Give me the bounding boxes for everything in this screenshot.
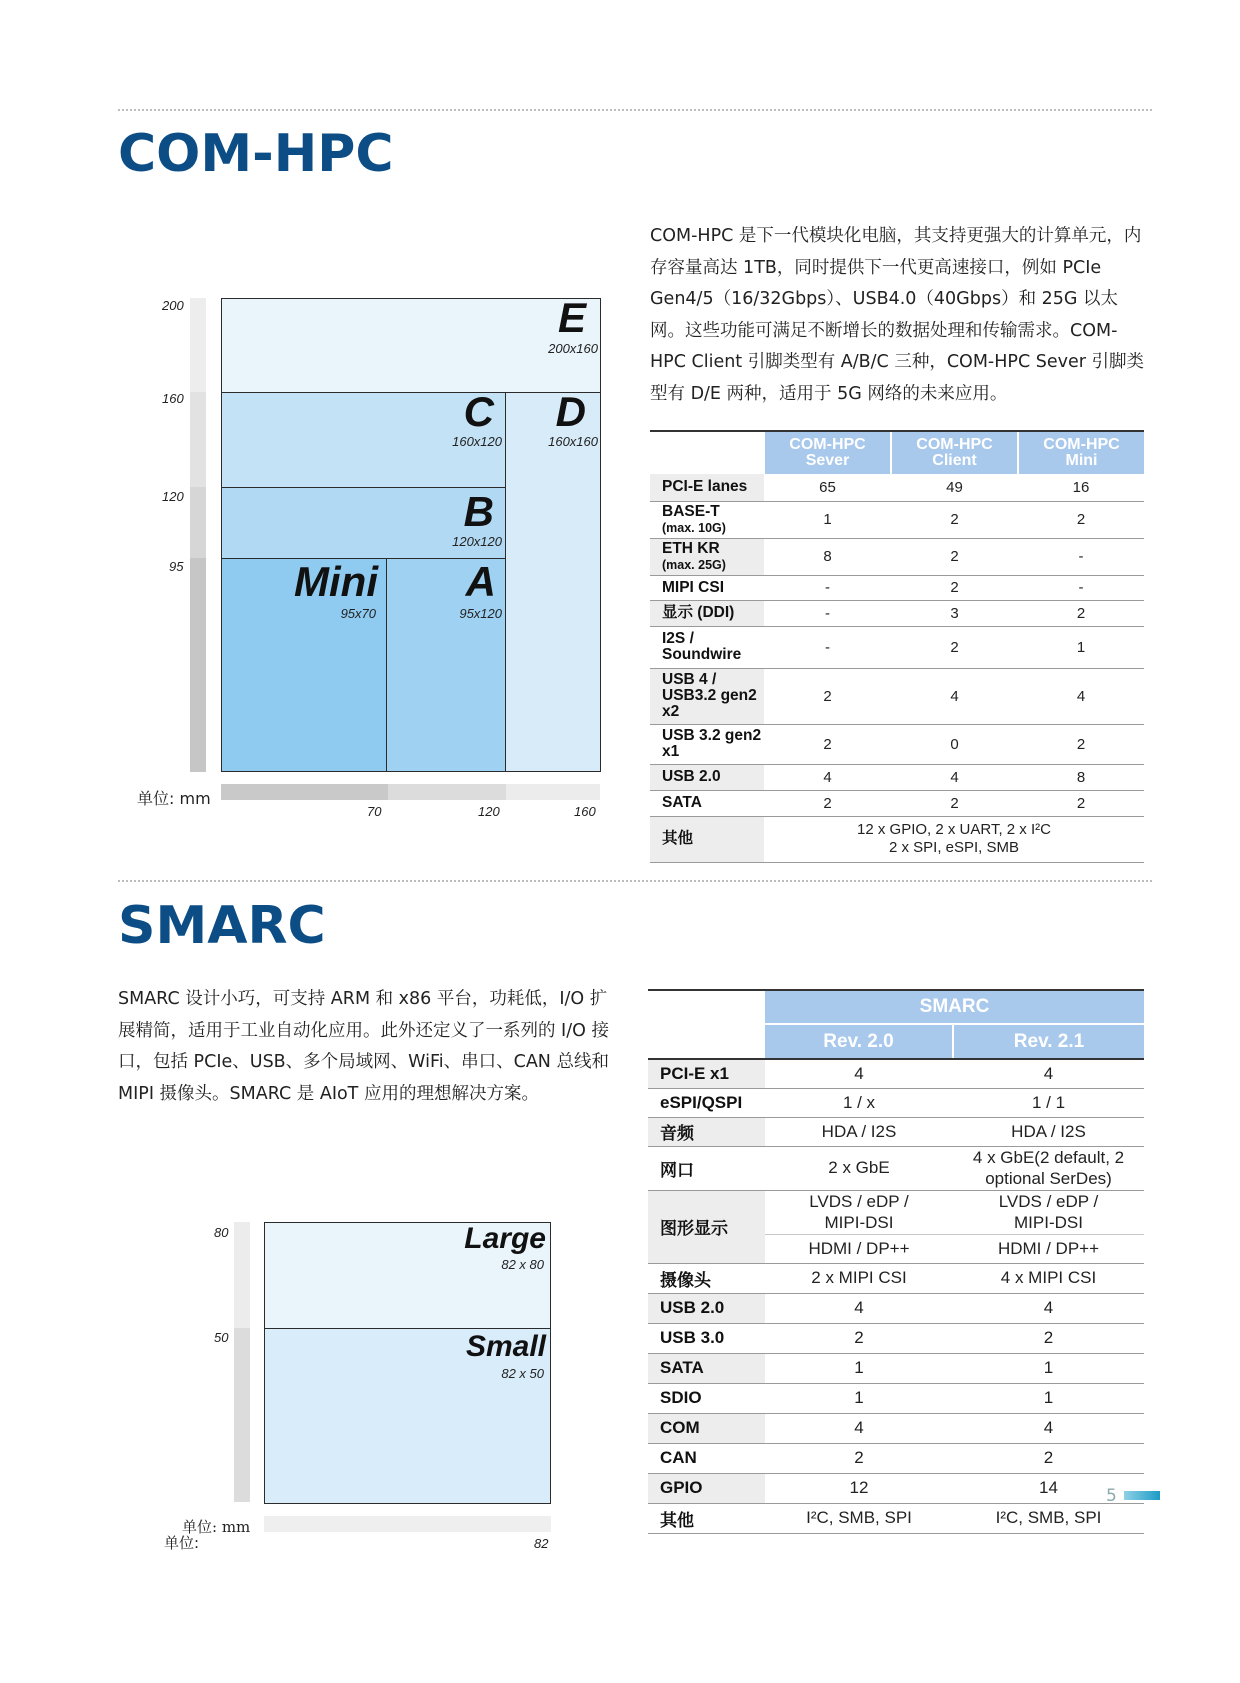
table-cell: 4 [891, 764, 1018, 790]
table-cell: 2 [764, 724, 891, 764]
x-scale-bar [264, 1516, 551, 1532]
column-header-line: COM-HPC [916, 436, 993, 453]
module-b-label: B [463, 488, 494, 535]
row-label: eSPI/QSPI [648, 1088, 765, 1117]
table-cell: I²C, SMB, SPI [953, 1503, 1144, 1533]
row-label: I2S / Soundwire [650, 626, 764, 668]
table-cell: 2 x MIPI CSI [765, 1263, 953, 1293]
y-scale-bar [234, 1222, 250, 1328]
other-line: 2 x SPI, eSPI, SMB [888, 839, 1020, 856]
table-row [648, 1146, 1144, 1190]
table-row [648, 1443, 1144, 1473]
table-row [648, 1117, 1144, 1146]
y-tick-label: 200 [162, 298, 184, 313]
row-label: PCI-E lanes [650, 474, 764, 501]
row-label: SDIO [648, 1383, 765, 1413]
smarc-spec-table [648, 991, 1144, 1534]
column-header-line: Mini [1065, 452, 1098, 469]
module-mini-size: 95x70 [340, 606, 376, 621]
smarc-header: SMARC [765, 991, 1144, 1024]
row-label [650, 501, 764, 538]
module-mini-label: Mini [294, 558, 378, 605]
smarc-title: SMARC [118, 896, 326, 956]
row-label: USB 2.0 [648, 1293, 765, 1323]
table-row [650, 724, 1144, 764]
table-cell: 2 [891, 538, 1018, 575]
table-cell: 4 [765, 1059, 953, 1088]
table-row [648, 1293, 1144, 1323]
table-corner [648, 991, 765, 1024]
table-cell: 2 [764, 668, 891, 724]
table-cell: 2 [1018, 724, 1144, 764]
row-label-sub: (max. 25G) [662, 557, 726, 572]
module-large-label: Large [464, 1222, 546, 1255]
y-tick-label: 80 [214, 1225, 229, 1240]
table-cell: HDA / I2S [765, 1117, 953, 1146]
module-small-label: Small [465, 1330, 546, 1363]
table-row [650, 474, 1144, 501]
row-label: 音频 [648, 1117, 765, 1146]
table-row [648, 1263, 1144, 1293]
column-header-line: Client [932, 452, 977, 469]
y-tick-label: 95 [169, 559, 184, 574]
table-cell: 1 [765, 1353, 953, 1383]
table-cell: 2 [891, 790, 1018, 816]
row-label: MIPI CSI [650, 575, 764, 600]
table-cell: 4 [765, 1413, 953, 1443]
table-cell: 1 [764, 501, 891, 538]
rev-header: Rev. 2.1 [953, 1024, 1144, 1059]
row-label: GPIO [648, 1473, 765, 1503]
y-tick-label: 160 [162, 391, 184, 406]
row-label: PCI-E x1 [648, 1059, 765, 1088]
comhpc-description: COM-HPC 是下一代模块化电脑，其支持更强大的计算单元，内存容量高达 1TB，同时提供下一代更高速接口，例如 PCIe Gen4/5（16/32Gbps）、USB4.0（40Gbps）和 25G 以太网。这些功能可满足不断增长的数据处理和传输需求。COM-HPC Client 引脚类型有 A/B/C 三种，COM-HPC Sever 引脚类型有 D/E 两种，适用于 5G 网络的未来应用。 [650, 226, 1144, 404]
row-label-main: BASE-T [662, 502, 720, 520]
table-cell: 4 [1018, 668, 1144, 724]
row-label: COM [648, 1413, 765, 1443]
table-cell: - [764, 575, 891, 600]
row-label: 其他 [650, 816, 764, 862]
table-cell: 16 [1018, 474, 1144, 501]
module-c-size: 160x120 [452, 434, 502, 449]
table-cell: LVDS / eDP / MIPI-DSI [953, 1190, 1144, 1234]
table-cell: 4 [764, 764, 891, 790]
y-scale-bar [190, 298, 206, 392]
table-row [648, 1413, 1144, 1443]
y-scale-seg [190, 487, 206, 558]
table-row [648, 1383, 1144, 1413]
table-cell: LVDS / eDP / MIPI-DSI [765, 1190, 953, 1234]
module-a-label: A [465, 558, 496, 605]
table-row [648, 1059, 1144, 1088]
table-cell: 2 [765, 1323, 953, 1353]
table-cell: 4 x GbE(2 default, 2 optional SerDes) [953, 1146, 1144, 1190]
table-cell: 14 [953, 1473, 1144, 1503]
table-cell-other [764, 816, 1144, 862]
rev-header: Rev. 2.0 [765, 1024, 953, 1059]
table-corner [650, 432, 764, 474]
table-cell: 1 [953, 1383, 1144, 1413]
row-label-sub: (max. 10G) [662, 520, 726, 535]
table-cell: 2 [891, 575, 1018, 600]
table-cell: 49 [891, 474, 1018, 501]
table-cell: HDMI / DP++ [953, 1234, 1144, 1263]
column-header-line: Sever [805, 452, 850, 469]
row-label [650, 538, 764, 575]
y-scale-seg [190, 558, 206, 772]
table-cell: 8 [764, 538, 891, 575]
table-cell: HDMI / DP++ [765, 1234, 953, 1263]
table-cell: 8 [1018, 764, 1144, 790]
table-row [650, 600, 1144, 626]
table-cell: 2 [953, 1323, 1144, 1353]
row-label: USB 2.0 [650, 764, 764, 790]
smarc-description: SMARC 设计小巧，可支持 ARM 和 x86 平台，功耗低，I/O 扩展精简，适用于工业自动化应用。此外还定义了一系列的 I/O 接口，包括 PCIe、USB、多个局域网、WiFi、串口、CAN 总线和 MIPI 摄像头。SMARC 是 AIoT 应用的理想解决方案。 [118, 989, 609, 1104]
table-cell: 4 [953, 1293, 1144, 1323]
module-b-size: 120x120 [452, 534, 502, 549]
table-row [648, 1473, 1144, 1503]
table-cell: 2 [953, 1443, 1144, 1473]
table-row [650, 790, 1144, 816]
row-label: 图形显示 [648, 1190, 765, 1263]
x-scale-seg [388, 784, 506, 800]
page-number: 5 [1106, 1486, 1117, 1506]
table-row [648, 1190, 1144, 1234]
module-small-size: 82 x 50 [501, 1366, 544, 1381]
table-row [650, 816, 1144, 862]
column-header-mini [1018, 432, 1144, 474]
other-line: 12 x GPIO, 2 x UART, 2 x I²C [857, 821, 1051, 838]
table-cell: - [1018, 575, 1144, 600]
page-accent-bar [1124, 1491, 1160, 1500]
module-e-size: 200x160 [548, 341, 598, 356]
row-label: 显示 (DDI) [650, 600, 764, 626]
table-row [650, 626, 1144, 668]
x-tick-label: 82 [534, 1536, 549, 1551]
table-cell: 2 [1018, 790, 1144, 816]
table-row [648, 1353, 1144, 1383]
table-cell: - [764, 626, 891, 668]
row-label: 其他 [648, 1503, 765, 1533]
table-cell: 1 [1018, 626, 1144, 668]
table-cell: 2 [891, 626, 1018, 668]
table-row [650, 538, 1144, 575]
row-label: USB 3.2 gen2 x1 [650, 724, 764, 764]
unit-label: 单位: mm [182, 1518, 251, 1536]
table-cell: 0 [891, 724, 1018, 764]
table-row [648, 1323, 1144, 1353]
x-tick-label: 160 [574, 804, 596, 819]
table-cell: 2 x GbE [765, 1146, 953, 1190]
table-cell: 2 [765, 1443, 953, 1473]
row-label: 网口 [648, 1146, 765, 1190]
module-d-label: D [555, 388, 586, 435]
row-label: USB 4 / USB3.2 gen2 x2 [650, 668, 764, 724]
table-cell: 4 [953, 1059, 1144, 1088]
table-cell: 1 [953, 1353, 1144, 1383]
section-divider-middle [118, 880, 1152, 882]
x-scale-seg [506, 784, 600, 800]
y-scale-seg [234, 1328, 250, 1502]
module-d-size: 160x160 [548, 434, 598, 449]
comhpc-spec-table [650, 432, 1144, 863]
table-row [650, 501, 1144, 538]
table-cell: 2 [891, 501, 1018, 538]
table-cell: I²C, SMB, SPI [765, 1503, 953, 1533]
module-c-label: C [463, 388, 494, 435]
row-label: USB 3.0 [648, 1323, 765, 1353]
table-cell: 1 / x [765, 1088, 953, 1117]
table-cell: 1 / 1 [953, 1088, 1144, 1117]
row-label: CAN [648, 1443, 765, 1473]
module-a-size: 95x120 [459, 606, 502, 621]
table-row [648, 1503, 1144, 1533]
comhpc-title: COM-HPC [118, 124, 394, 184]
table-cell: 4 [891, 668, 1018, 724]
row-label: SATA [650, 790, 764, 816]
table-cell: 12 [765, 1473, 953, 1503]
column-header-sever [764, 432, 891, 474]
module-d-box [505, 392, 601, 772]
table-cell: - [764, 600, 891, 626]
module-e-label: E [557, 294, 586, 341]
x-tick-label: 120 [478, 804, 500, 819]
unit-label: 单位: mm [137, 789, 211, 808]
column-header-line: COM-HPC [1043, 436, 1120, 453]
x-tick-label: 70 [367, 804, 382, 819]
table-cell: 2 [1018, 501, 1144, 538]
table-row [650, 575, 1144, 600]
table-cell: 2 [1018, 600, 1144, 626]
table-cell: 4 [953, 1413, 1144, 1443]
table-cell: 3 [891, 600, 1018, 626]
column-header-client [891, 432, 1018, 474]
table-row [650, 764, 1144, 790]
table-cell: 4 x MIPI CSI [953, 1263, 1144, 1293]
row-label: SATA [648, 1353, 765, 1383]
table-row [650, 668, 1144, 724]
row-label-main: ETH KR [662, 539, 720, 557]
table-row [648, 1088, 1144, 1117]
unit-label-secondary: 单位: [164, 1534, 200, 1552]
y-scale-seg [190, 392, 206, 487]
y-tick-label: 120 [162, 489, 184, 504]
table-cell: 65 [764, 474, 891, 501]
module-large-size: 82 x 80 [501, 1257, 544, 1272]
table-corner [648, 1024, 765, 1059]
column-header-line: COM-HPC [789, 436, 866, 453]
table-cell: HDA / I2S [953, 1117, 1144, 1146]
table-cell: 4 [765, 1293, 953, 1323]
table-cell: 2 [764, 790, 891, 816]
table-cell: - [1018, 538, 1144, 575]
row-label: 摄像头 [648, 1263, 765, 1293]
y-tick-label: 50 [214, 1330, 229, 1345]
section-divider-top [118, 109, 1152, 111]
table-cell: 1 [765, 1383, 953, 1413]
x-scale-bar [221, 784, 388, 800]
